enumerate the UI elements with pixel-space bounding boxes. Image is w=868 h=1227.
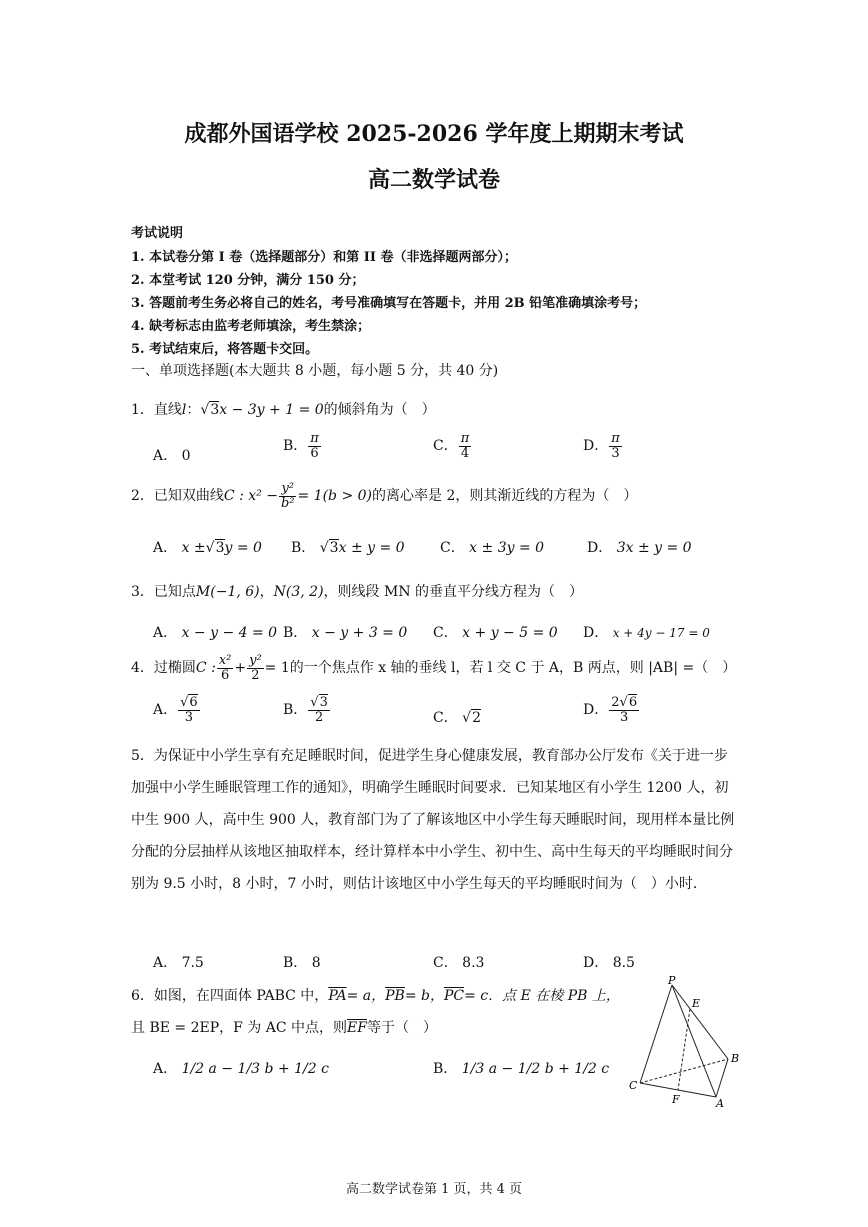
- option-label: C．: [433, 438, 458, 455]
- numerator: π: [310, 431, 319, 446]
- option-label: D．: [583, 702, 609, 719]
- option-label: B．: [283, 702, 308, 719]
- radicand: 2: [472, 710, 482, 726]
- sqrt-icon: √: [619, 695, 628, 710]
- section-heading: 一、单项选择题(本大题共 8 小题，每小题 5 分，共 40 分): [131, 363, 499, 379]
- q1-option-c[interactable]: [433, 432, 472, 460]
- fraction: [459, 432, 472, 460]
- option-label: A．: [153, 955, 178, 971]
- label-b: B: [731, 1052, 740, 1065]
- q2-option-d[interactable]: [587, 537, 692, 557]
- q2-option-c[interactable]: [440, 537, 544, 557]
- sqrt-icon: √: [180, 695, 189, 710]
- numerator: π: [611, 431, 620, 446]
- q3-option-b[interactable]: [283, 622, 407, 642]
- option-label: D．: [583, 955, 609, 971]
- instructions-heading: 考试说明: [131, 226, 184, 241]
- q3-prefix: 3．已知点: [131, 584, 196, 600]
- q1-equation: x − 3y + 1 = 0: [219, 402, 324, 418]
- label-p: P: [668, 975, 676, 987]
- option-value: x ±: [181, 540, 206, 556]
- q4-plus: +: [234, 660, 247, 677]
- denominator: 2: [314, 709, 324, 725]
- fraction: [609, 432, 622, 460]
- q6-eq-b: = b，: [404, 988, 444, 1004]
- page-footer: 高二数学试卷第 1 页，共 4 页: [345, 1182, 523, 1197]
- q1-suffix: 的倾斜角为（ ）: [323, 402, 436, 418]
- q2-prefix: 2．已知双曲线: [131, 488, 224, 505]
- label-e: E: [692, 997, 701, 1010]
- fraction: [308, 432, 321, 460]
- instruction-item-4: 4. 缺考标志由监考老师填涂，考生禁涂；: [131, 319, 371, 334]
- option-label: C．: [433, 955, 458, 971]
- option-value: 8: [311, 955, 321, 971]
- question-4: [131, 654, 736, 682]
- option-label: A．: [153, 448, 178, 464]
- option-value: x ± 3y = 0: [469, 540, 545, 556]
- q4-curve: C :: [195, 660, 216, 677]
- radicand: 6: [189, 695, 198, 710]
- q4-option-d[interactable]: [583, 696, 640, 724]
- instruction-item-5: 5. 考试结束后，将答题卡交回。: [131, 342, 319, 357]
- vector-pa: $\overline{PA}$: [328, 988, 347, 1004]
- q1-option-d[interactable]: [583, 432, 623, 460]
- q2-option-b[interactable]: [291, 537, 405, 557]
- q6-eq-c: = c．点 E 在棱 PB 上，: [464, 988, 620, 1004]
- denominator: 6: [220, 667, 230, 683]
- radicand: 6: [628, 695, 638, 710]
- term: 1/3 a: [461, 1061, 498, 1077]
- option-value: 8.3: [462, 955, 485, 971]
- denominator: 2: [251, 667, 260, 683]
- sqrt-icon: √: [310, 695, 319, 710]
- q6-line2: 且 BE = 2EP，F 为 AC 中点，则: [131, 1020, 348, 1036]
- option-label: A．: [153, 540, 178, 556]
- numerator: [308, 696, 330, 711]
- q4-option-b[interactable]: [283, 696, 331, 724]
- numerator: [178, 696, 200, 711]
- q2-eq-rest: = 1(b > 0): [297, 488, 373, 505]
- numerator: π: [460, 431, 470, 446]
- option-label: B．: [433, 1061, 458, 1077]
- option-label: B．: [291, 540, 316, 556]
- q5-option-b[interactable]: [283, 952, 321, 972]
- sqrt-icon: √: [205, 540, 215, 556]
- q2-curve: C : x² −: [223, 488, 278, 505]
- q1-option-a[interactable]: [153, 445, 191, 465]
- numerator: x²: [218, 653, 232, 668]
- numerator: y²: [281, 481, 294, 496]
- denominator: 3: [611, 445, 620, 461]
- fraction: [609, 696, 639, 724]
- term: − 1/2 b: [501, 1061, 554, 1077]
- q1-colon: ：: [186, 402, 201, 418]
- option-label: C．: [433, 710, 458, 726]
- instruction-item-3: 3. 答题前考生务必将自己的姓名，考号准确填写在答题卡，并用 2B 铅笔准确填涂考号；: [131, 296, 647, 311]
- q1-option-b[interactable]: [283, 432, 322, 460]
- q1-prefix: 1．直线: [131, 402, 182, 418]
- q5-option-c[interactable]: [433, 952, 484, 972]
- option-label: D．: [583, 625, 609, 641]
- q3-option-a[interactable]: [153, 622, 277, 642]
- sqrt-icon: √: [319, 540, 329, 556]
- radicand: 3: [329, 540, 339, 556]
- q3-sep: ，: [259, 584, 274, 600]
- sqrt-icon: √: [200, 402, 210, 418]
- term: − 1/3 b: [221, 1061, 274, 1077]
- fraction: [247, 654, 264, 682]
- denominator: 4: [460, 445, 470, 461]
- segment-ef: [678, 1009, 690, 1090]
- q4-suffix: 的一个焦点作 x 轴的垂线 l，若 l 交 C 于 A，B 两点，则 |AB| =（ ）: [289, 660, 737, 677]
- edge-pc: [640, 985, 672, 1083]
- option-value: y = 0: [224, 540, 262, 556]
- numerator: [609, 696, 639, 711]
- option-label: A．: [153, 1061, 178, 1077]
- fraction: [279, 482, 297, 510]
- term: + 1/2 c: [277, 1061, 329, 1077]
- q5-option-d[interactable]: [583, 952, 635, 972]
- option-value: 8.5: [612, 955, 635, 971]
- q5-option-a[interactable]: [153, 952, 204, 972]
- q2-option-a[interactable]: [153, 537, 262, 557]
- q3-point-m: M(−1, 6): [195, 584, 260, 600]
- fraction: [217, 654, 234, 682]
- option-value: x + y − 5 = 0: [462, 625, 558, 641]
- instruction-item-2: 2. 本堂考试 120 分钟，满分 150 分；: [131, 273, 365, 288]
- option-label: C．: [433, 625, 458, 641]
- q6-eq-a: = a，: [346, 988, 386, 1004]
- exam-title: 成都外国语学校 2025-2026 学年度上期期末考试: [184, 121, 684, 147]
- q1-radicand: 3: [210, 402, 220, 418]
- vector-pb: $\overline{PB}$: [385, 988, 405, 1004]
- q2-suffix: 的离心率是 2，则其渐近线的方程为（ ）: [372, 488, 638, 505]
- coefficient: 2: [611, 695, 620, 710]
- q3-point-n: N(3, 2): [273, 584, 324, 600]
- option-value: 0: [181, 448, 191, 464]
- question-5: 5．为保证中小学生享有充足睡眠时间，促进学生身心健康发展，教育部办公厅发布《关于进一步加强中小学生睡眠管理工作的通知》，明确学生睡眠时间要求．已知某地区有小学生 1200 人，初中生 900 人，高中生 900 人，教育部门为了了解该地区中小学生每天睡眠时间，现用样本量比例分配的分层抽样从该地区抽取样本，经计算样本中小学生、初中生、高中生每天的平均睡眠时间分别为 9.5 小时，8 小时，7 小时，则估计该地区中小学生每天的平均睡眠时间为（ ）小时．: [131, 748, 735, 892]
- q3-suffix: ，则线段 MN 的垂直平分线方程为（ ）: [323, 584, 584, 600]
- option-value: x ± y = 0: [338, 540, 405, 556]
- fraction: [308, 696, 330, 724]
- question-2: [131, 482, 637, 510]
- q3-option-d[interactable]: [583, 622, 710, 642]
- option-value: 3x ± y = 0: [616, 540, 692, 556]
- fraction: [178, 696, 200, 724]
- option-label: D．: [587, 540, 613, 556]
- option-value: 7.5: [181, 955, 204, 971]
- label-c: C: [629, 1079, 638, 1092]
- option-label: C．: [440, 540, 465, 556]
- q4-option-c[interactable]: [433, 707, 481, 727]
- q6-option-b[interactable]: [433, 1058, 609, 1078]
- option-label: D．: [583, 438, 609, 455]
- option-value: x + 4y − 17 = 0: [612, 626, 710, 640]
- option-value: x − y − 4 = 0: [181, 625, 278, 641]
- term: + 1/2 c: [558, 1061, 610, 1077]
- q3-option-c[interactable]: [433, 622, 558, 642]
- option-value: x − y + 3 = 0: [311, 625, 408, 641]
- term: 1/2 a: [181, 1061, 217, 1077]
- denominator: 3: [620, 709, 629, 725]
- denominator: 3: [184, 709, 194, 725]
- q6-prefix: 6．如图，在四面体 PABC 中，: [131, 988, 329, 1004]
- vector-ef: $\overline{EF}$: [347, 1020, 367, 1036]
- option-label: A．: [153, 702, 178, 719]
- edge-ab: [716, 1059, 728, 1097]
- tetrahedron-figure: [620, 975, 750, 1115]
- option-label: B．: [283, 625, 308, 641]
- q4-option-a[interactable]: [153, 696, 201, 724]
- option-label: A．: [153, 625, 178, 641]
- label-f: F: [672, 1093, 680, 1106]
- label-a: A: [716, 1097, 724, 1110]
- radicand: 3: [215, 540, 225, 556]
- question-6-line-2: [131, 1017, 437, 1037]
- sqrt-icon: √: [462, 710, 472, 726]
- q4-prefix: 4．过椭圆: [131, 660, 196, 677]
- q1-line-name: l: [181, 402, 187, 418]
- instruction-item-1: 1. 本试卷分第 I 卷（选择题部分）和第 II 卷（非选择题两部分）；: [131, 250, 517, 265]
- denominator: 6: [310, 445, 319, 461]
- q4-eq-rest: = 1: [264, 660, 290, 677]
- question-3: [131, 581, 583, 601]
- radicand: 3: [319, 695, 328, 710]
- edge-cb-hidden: [640, 1059, 728, 1083]
- option-label: B．: [283, 955, 308, 971]
- exam-subtitle: 高二数学试卷: [367, 167, 500, 193]
- option-label: B．: [283, 438, 308, 455]
- q6-option-a[interactable]: [153, 1058, 329, 1078]
- q6-line2-suffix: 等于（ ）: [366, 1020, 437, 1036]
- question-1: [131, 399, 436, 419]
- denominator: b²: [280, 495, 295, 511]
- numerator: y²: [249, 653, 262, 668]
- vector-pc: $\overline{PC}$: [443, 988, 465, 1004]
- question-6-line-1: [131, 985, 620, 1005]
